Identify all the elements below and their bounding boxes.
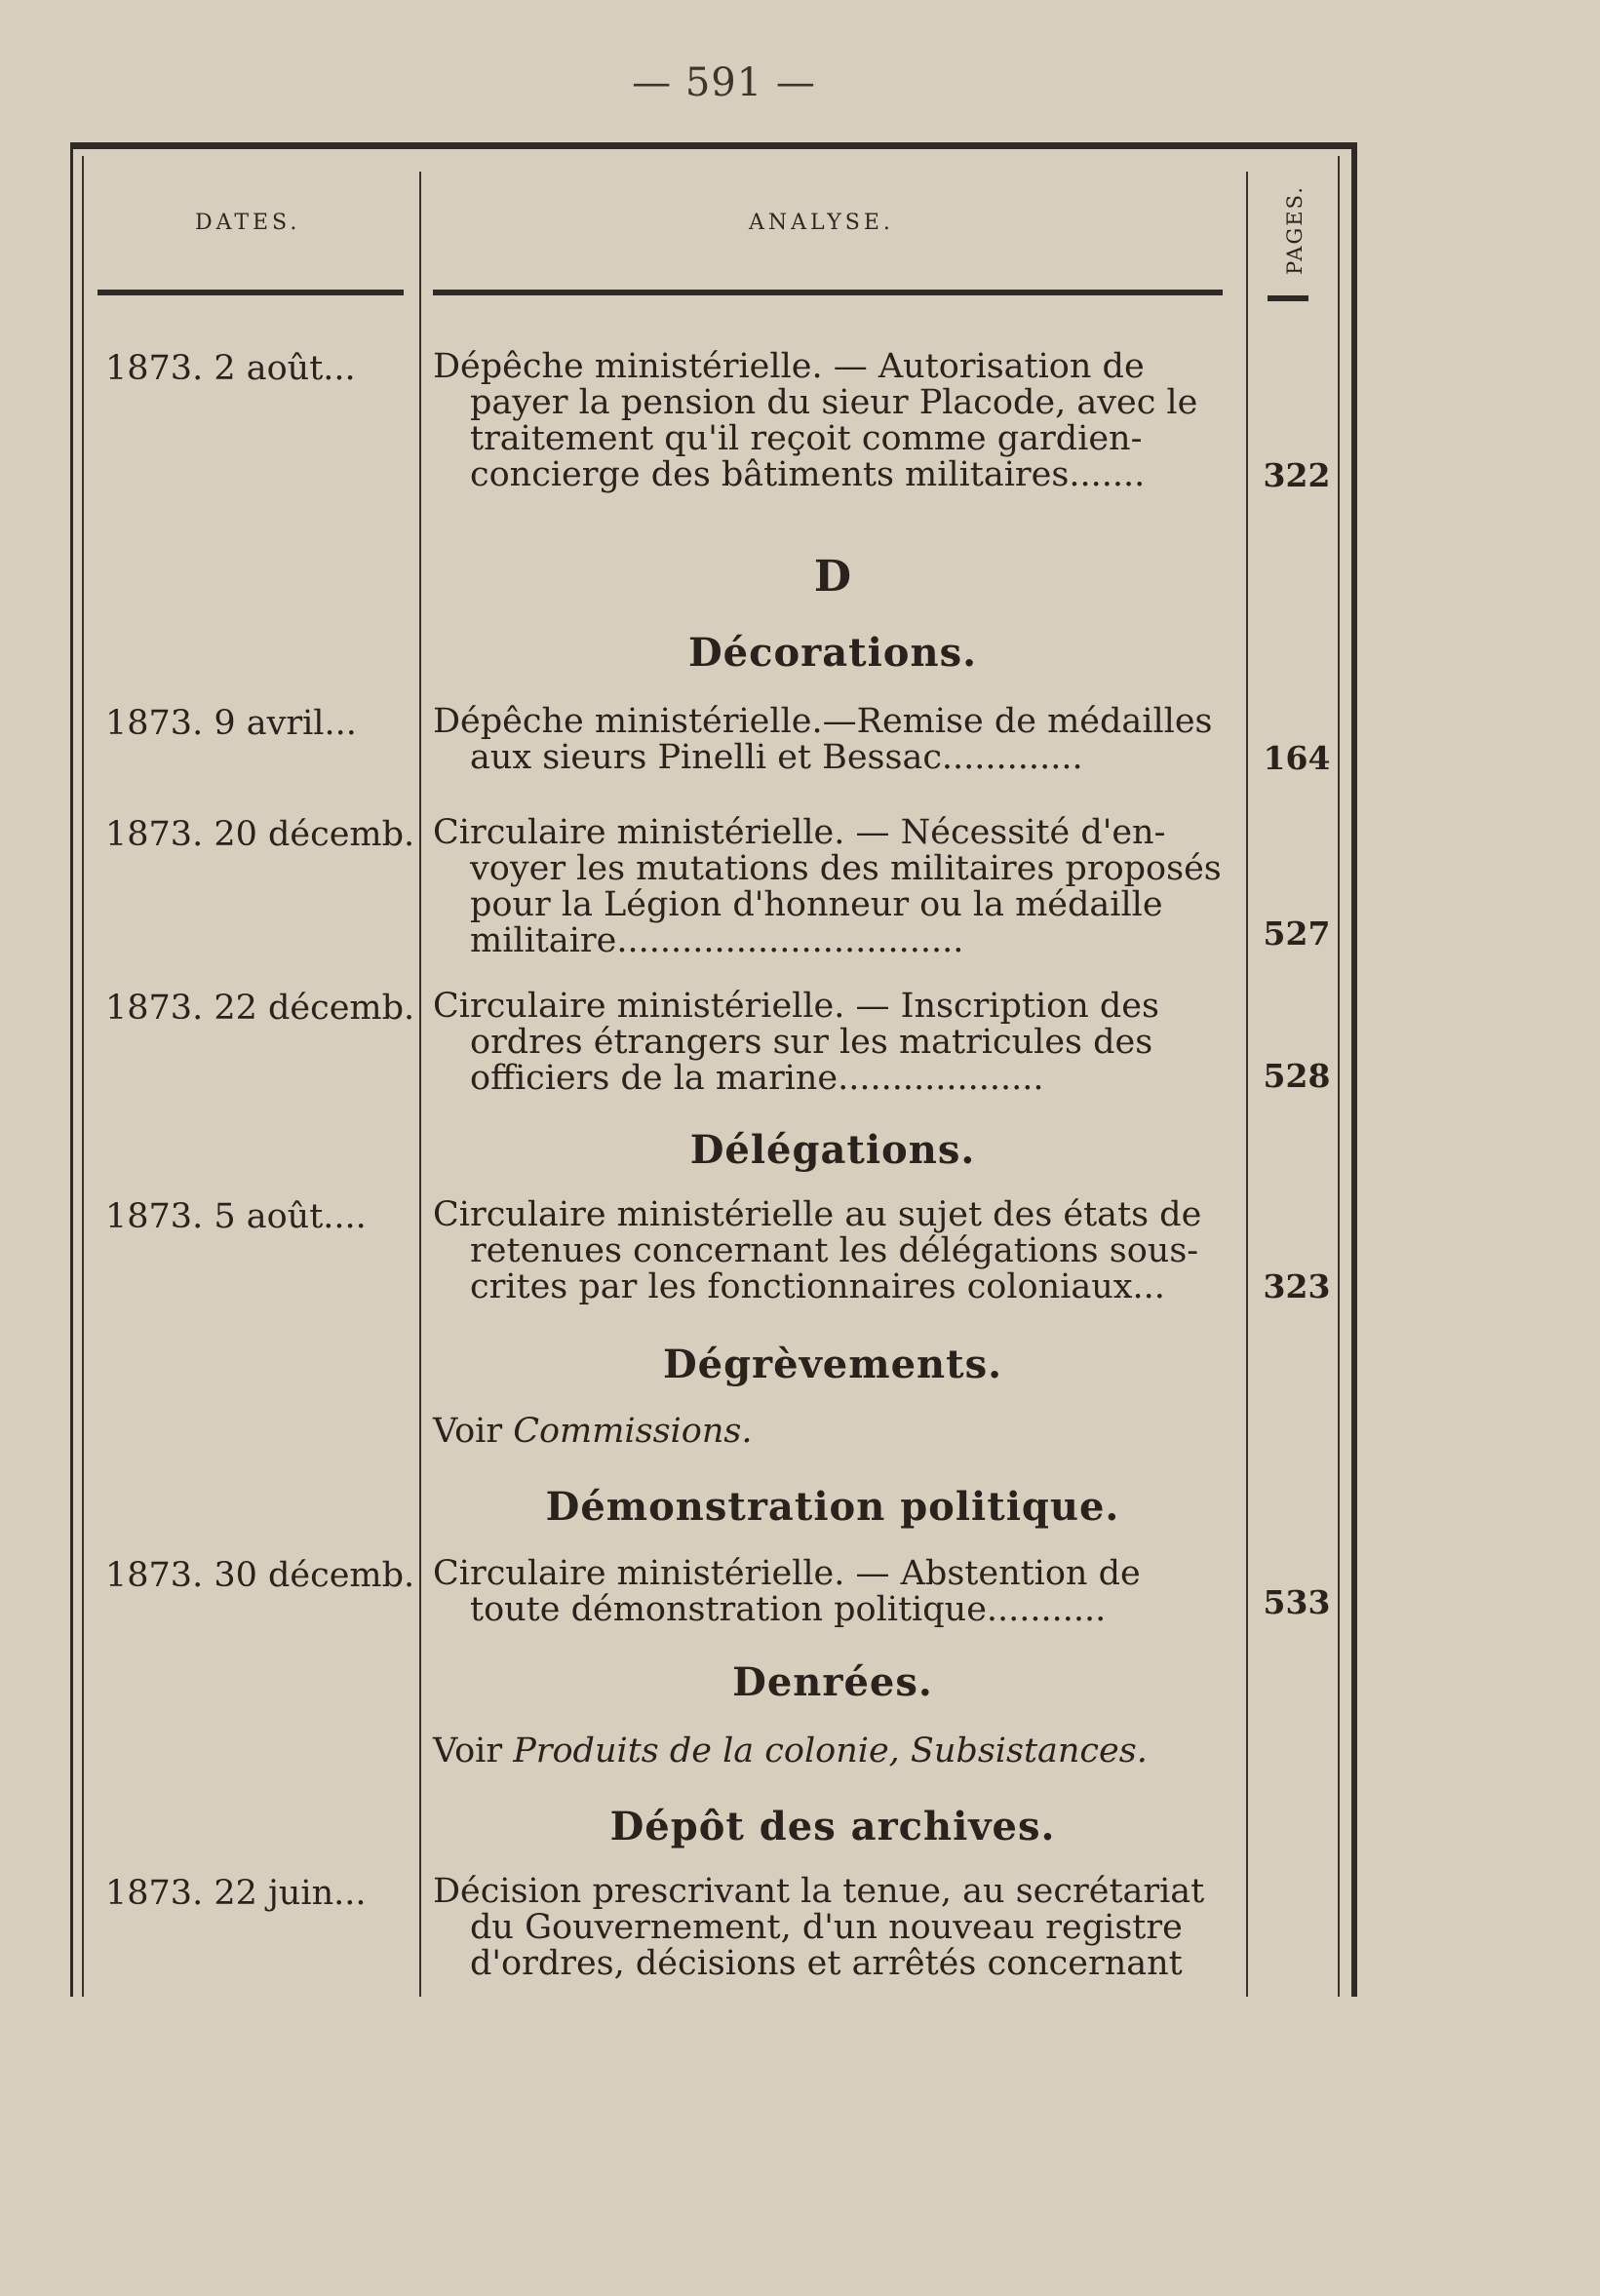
- page-ref: 323: [1263, 1267, 1331, 1305]
- see-also-denrees: [433, 1732, 1148, 1771]
- header-rule-dates: [98, 290, 404, 295]
- entry-line: du Gouvernement, d'un nouveau registre: [470, 1908, 1183, 1947]
- entry-date: 1873. 5 août....: [105, 1197, 367, 1236]
- see-also-degrevements: [433, 1412, 752, 1451]
- header-dates: DATES.: [195, 211, 301, 235]
- section-heading-denrees: Denrées.: [732, 1659, 933, 1705]
- entry-line: Décision prescrivant la tenue, au secrétariat: [433, 1872, 1205, 1911]
- entry-line: Dépêche ministérielle.—Remise de médailles: [433, 702, 1213, 741]
- header-rule-pages: [1268, 295, 1308, 301]
- frame-inner-left-rule: [82, 156, 84, 1997]
- entry-text: [433, 704, 1234, 776]
- entry-line: Circulaire ministérielle. — Inscription des: [433, 987, 1159, 1026]
- frame-inner-right-rule: [1338, 156, 1340, 1997]
- entry-line: ordres étrangers sur les matricules des: [470, 1023, 1153, 1062]
- entry-text: [433, 989, 1234, 1097]
- entry-line: aux sieurs Pinelli et Bessac.............: [470, 738, 1083, 777]
- entry-text: [433, 1874, 1234, 1982]
- section-heading-decorations: Décorations.: [687, 630, 978, 676]
- page-number: — 591 —: [632, 60, 816, 105]
- entry-line: payer la pension du sieur Placode, avec le: [470, 383, 1198, 422]
- entry-line: traitement qu'il reçoit comme gardien-: [470, 419, 1143, 458]
- entry-date: 1873. 2 août...: [105, 349, 356, 388]
- entry-line: pour la Légion d'honneur ou la médaille: [470, 885, 1163, 924]
- header-pages: PAGES.: [1283, 185, 1307, 275]
- entry-line: Circulaire ministérielle. — Nécessité d'en-: [433, 813, 1166, 852]
- page-ref: 528: [1263, 1057, 1331, 1095]
- entry-date: 1873. 20 décemb.: [105, 815, 415, 854]
- entry-line: militaire................................: [470, 921, 964, 960]
- entry-text: [433, 815, 1234, 959]
- section-heading-demonstration: Démonstration politique.: [545, 1484, 1120, 1530]
- section-heading-degrevements: Dégrèvements.: [662, 1342, 1003, 1387]
- page-ref: 164: [1263, 739, 1331, 777]
- page-ref: 322: [1263, 456, 1331, 494]
- see-also-word: Voir: [433, 1732, 503, 1771]
- entry-text: [433, 349, 1234, 493]
- see-also-word: Voir: [433, 1412, 503, 1451]
- entry-line: Circulaire ministérielle. — Abstention de: [433, 1554, 1141, 1593]
- header-analyse: ANALYSE.: [749, 211, 894, 235]
- entry-line: officiers de la marine...................: [470, 1059, 1044, 1098]
- header-rule-analyse: [433, 290, 1223, 295]
- column-rule-pages: [1246, 172, 1248, 1997]
- entry-line: retenues concernant les délégations sous-: [470, 1231, 1199, 1270]
- entry-line: concierge des bâtiments militaires.......: [470, 455, 1146, 494]
- entry-line: d'ordres, décisions et arrêtés concernant: [470, 1944, 1183, 1983]
- section-heading-depot: Dépôt des archives.: [609, 1804, 1056, 1849]
- entry-text: [433, 1556, 1234, 1628]
- entry-line: voyer les mutations des militaires proposés: [470, 849, 1222, 888]
- entry-date: 1873. 22 juin...: [105, 1874, 367, 1913]
- entry-line: Circulaire ministérielle au sujet des états de: [433, 1195, 1202, 1234]
- entry-date: 1873. 30 décemb.: [105, 1556, 415, 1595]
- entry-text: [433, 1197, 1234, 1305]
- column-rule-dates: [419, 172, 421, 1997]
- entry-date: 1873. 22 décemb.: [105, 989, 415, 1028]
- letter-heading: D: [813, 552, 852, 602]
- entry-line: toute démonstration politique...........: [470, 1590, 1107, 1629]
- see-also-reference: Commissions.: [513, 1412, 753, 1451]
- page-ref: 527: [1263, 915, 1331, 953]
- section-heading-delegations: Délégations.: [689, 1127, 976, 1173]
- entry-date: 1873. 9 avril...: [105, 704, 357, 743]
- entry-line: crites par les fonctionnaires coloniaux...: [470, 1267, 1165, 1306]
- page-ref: 533: [1263, 1583, 1331, 1621]
- entry-line: Dépêche ministérielle. — Autorisation de: [433, 347, 1145, 386]
- see-also-reference: Produits de la colonie, Subsistances.: [513, 1732, 1148, 1771]
